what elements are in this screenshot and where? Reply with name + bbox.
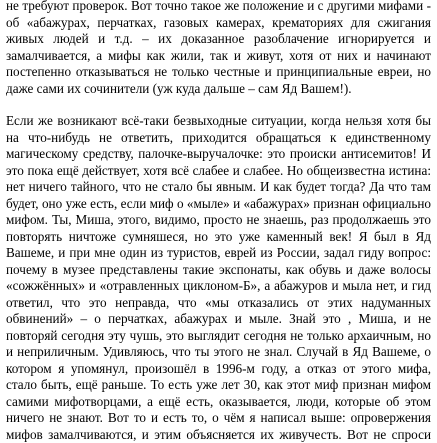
- text-line: даже сами их сочинители (уж куда дальше – сам Яд Вашем!).: [6, 81, 431, 98]
- text-line: и неприличным. Удивляюсь, что ты этого не знал. Случай в Яд Вашеме, о: [6, 344, 431, 361]
- paragraph-gap: [6, 97, 431, 113]
- text-line: на что-нибудь не ответить, приходится обращаться к единственному: [6, 130, 431, 147]
- text-line: котором я упомянул, произошёл в 1996-м году, а отказ от этого мифа,: [6, 361, 431, 378]
- text-line: будет, оно уже есть, если миф о «мыле» и «абажурах» признан официально: [6, 196, 431, 213]
- text-line: обвинений» – о перчатках, абажурах и мыле. Знай это , Миша, и не: [6, 311, 431, 328]
- text-line: нет ничего тайного, что не стало бы явным. И как будет тогда? Да что там: [6, 179, 431, 196]
- text-line: не требуют проверок. Вот точно такое же положение и с другими мифами -: [6, 0, 431, 15]
- text-line: постепенно отказываться не только честные и принципиальные евреи, но: [6, 64, 431, 81]
- text-line: мифов замалчиваются, и этим объясняется их живучесть. Вот не спроси: [6, 427, 431, 443]
- document-page: [6, 0, 431, 443]
- text-line: об «абажурах, перчатках, газовых камерах, крематориях для сжигания: [6, 15, 431, 32]
- text-line: живых людей и т.д. – их доказанное разоблачение игнорируется и: [6, 31, 431, 48]
- text-line: Вашеме, и при мне один из туристов, еврей из России, задал гиду вопрос:: [6, 245, 431, 262]
- text-line: это пока ещё действует, хотя всё слабее и слабее. Но общеизвестна истина:: [6, 163, 431, 180]
- text-line: стало быть, ещё раньше. То есть уже лет 30, как этот миф признан мифом: [6, 377, 431, 394]
- paragraph-2: [6, 113, 431, 443]
- text-line: повторять ничтоже сумняшеся, но это уже каменный век! Я был в Яд: [6, 229, 431, 246]
- text-line: повторяй сегодня эту чушь, это выглядит сегодня не только архаичным, но: [6, 328, 431, 345]
- text-line: замалчивается, а мифы как жили, так и живут, хотя от них и начинают: [6, 48, 431, 65]
- text-line: мифом. Ты, Миша, этого, видимо, просто не знаешь, раз продолжаешь это: [6, 212, 431, 229]
- text-line: «сожжённых» и «отравленных циклоном-Б», а абажуров и мыла нет, и гид: [6, 278, 431, 295]
- text-line: ответил, что это неправда, что «мы отказались от этих надуманных: [6, 295, 431, 312]
- text-line: самими мифотворцами, а ещё есть, оказывается, люди, которые об этом: [6, 394, 431, 411]
- text-line: почему в музее представлены такие экспонаты, как обувь и даже волосы: [6, 262, 431, 279]
- text-line: ничего не знают. Вот то и есть то, о чём я написал выше: опровержения: [6, 410, 431, 427]
- text-line: магическому средству, палочке-выручалочке: это происки антисемитов! И: [6, 146, 431, 163]
- paragraph-1: [6, 0, 431, 97]
- text-line: Если же возникают всё-таки безвыходные ситуации, когда нельзя хотя бы: [6, 113, 431, 130]
